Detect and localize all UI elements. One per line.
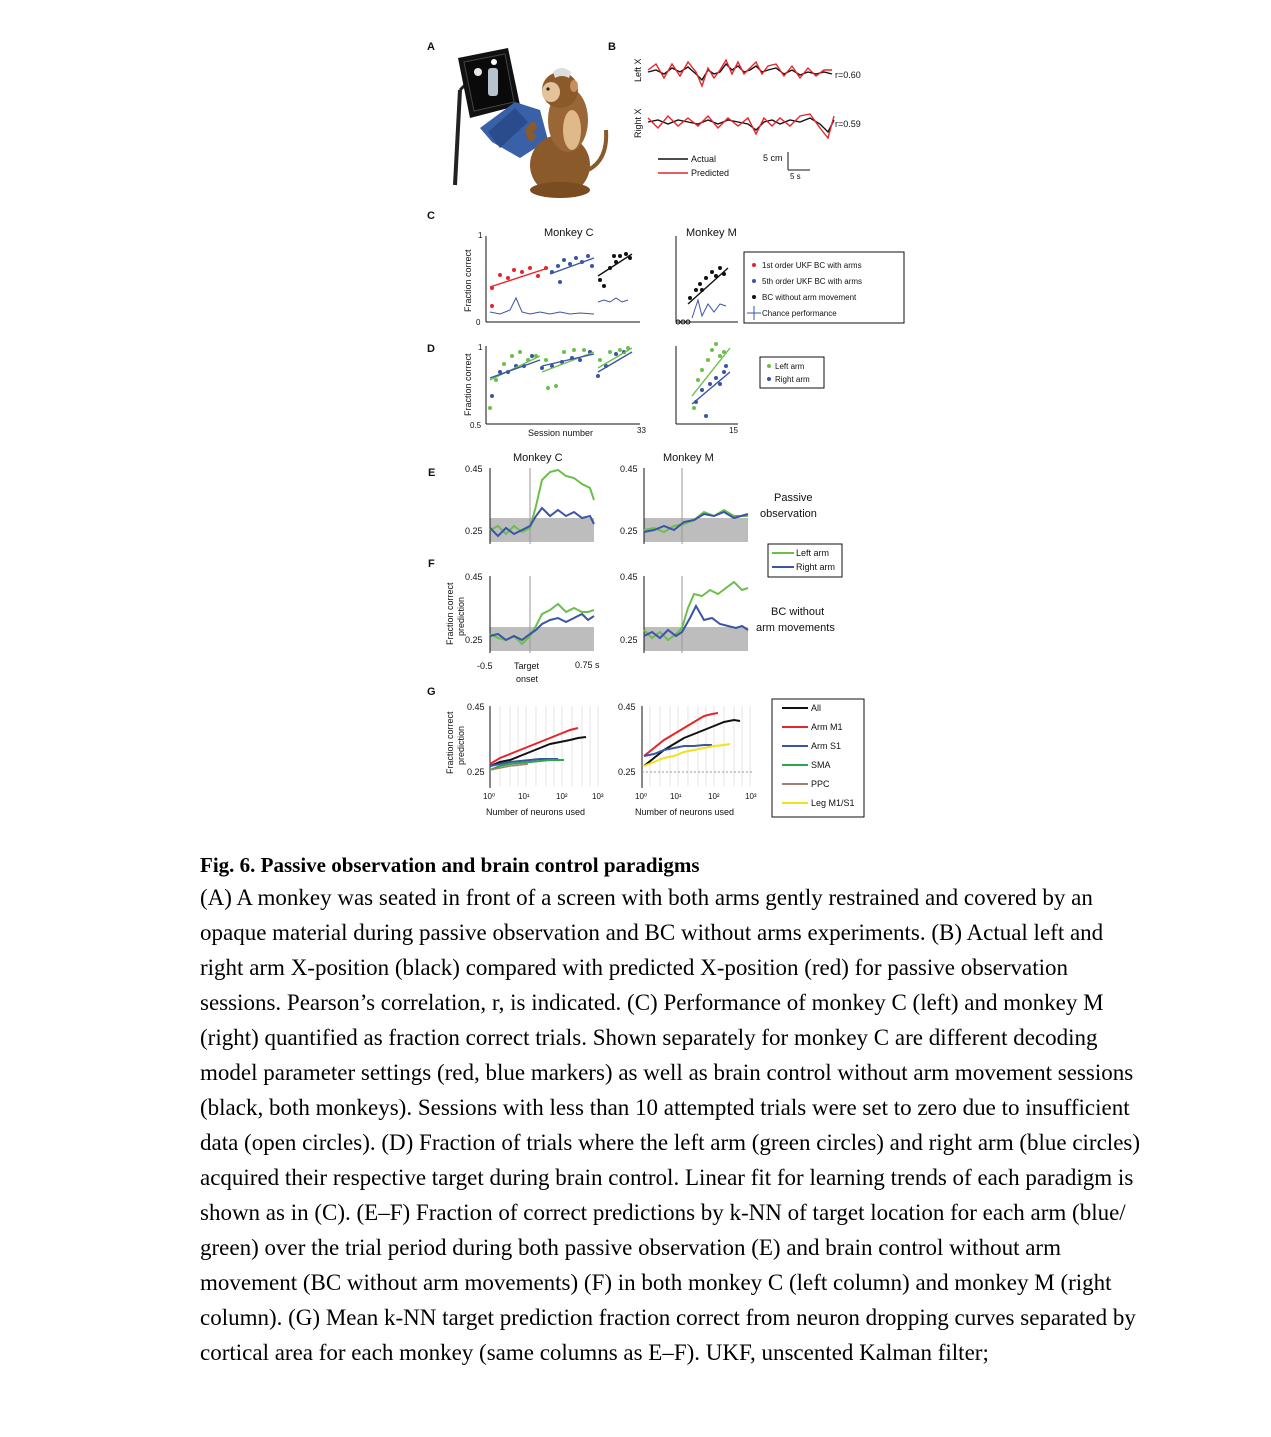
panel-b-legend-predicted: Predicted: [691, 168, 730, 178]
panel-f-x-mid-line2: onset: [516, 674, 539, 684]
caption-title: Fig. 6. Passive observation and brain control paradigms: [200, 853, 700, 877]
panel-g-left-xtick-0: 10⁰: [483, 792, 496, 801]
panel-e-title-left: Monkey C: [513, 452, 563, 464]
panel-f-condition-line2: arm movements: [756, 622, 835, 634]
panel-letter-c: C: [427, 210, 435, 222]
panel-d-points: [488, 342, 730, 418]
left-x-predicted-trace: [648, 60, 832, 86]
panel-f-ytop-left: 0.45: [465, 572, 483, 582]
panel-f-x-mid-line1: Target: [514, 661, 540, 671]
panel-e-legend-right: Right arm: [796, 562, 836, 572]
panel-g-legend-arm-s1: Arm S1: [811, 741, 842, 751]
panel-c-legend-4: Chance performance: [762, 309, 837, 318]
panel-b-scale-x: 5 s: [790, 172, 801, 181]
panel-f-ylabel-line2: prediction: [456, 596, 466, 636]
panel-d-ytick-top: 1: [478, 343, 483, 352]
panel-e-ytop-left: 0.45: [465, 464, 483, 474]
panel-g-right-xtick-0: 10⁰: [635, 792, 648, 801]
panel-c-points: [490, 252, 728, 324]
panel-letter-e: E: [428, 467, 436, 479]
panel-c-ytick-top: 1: [478, 231, 483, 240]
panel-f-ytop-right: 0.45: [620, 572, 638, 582]
panel-g-left-xlabel: Number of neurons used: [486, 807, 586, 817]
panel-b-left-label: Left X: [633, 58, 643, 82]
monkey-illustration: [455, 48, 606, 198]
panel-c-title-left: Monkey C: [544, 227, 594, 239]
panel-g-ybottom-left: 0.25: [467, 767, 485, 777]
panel-d-legend-left: Left arm: [775, 362, 805, 371]
panel-e-condition-line1: Passive: [774, 492, 813, 504]
panel-f-x-start: -0.5: [477, 661, 493, 671]
panel-e-title-right: Monkey M: [663, 452, 714, 464]
caption-body: (A) A monkey was seated in front of a screen with both arms gently restrained and covered by an opaque material during passive observation and BC without arms experiments. (B) Actual left and right arm X-position (black) compared with predicted X-position (red) for passive observation sessions. Pearson’s correlation, r, is indicated. (C) Performance of monkey C (left) and monkey M (right) quantified as fraction correct trials. Shown separately for monkey C are different decoding model parameter settings (red, blue markers) as well as brain control without arm movement sessions (black, both monkeys). Sessions with less than 10 attempted trials were set to zero due to insufficient data (open circles). (D) Fraction of trials where the left arm (green circles) and right arm (blue circles) acquired their respective target during brain control. Linear fit for learning trends of each paradigm is shown as in (C). (E–F) Fraction of correct predictions by k-NN of target location for each arm (blue/ green) over the trial period during both passive observation (E) and brain control without arm movement (BC without arm movements) (F) in both monkey C (left column) and monkey M (right column). (G) Mean k-NN target prediction fraction correct from neuron dropping curves separated by cortical area for each monkey (same columns as E–F). UKF, unscented Kalman filter;: [200, 885, 1141, 1365]
panel-g-right-xtick-3: 10³: [745, 792, 757, 801]
panel-b-left-r: r=0.60: [835, 70, 861, 80]
panel-g-legend-arm-m1: Arm M1: [811, 722, 843, 732]
panel-f-condition-line1: BC without: [771, 606, 825, 618]
panel-g-ytop-left: 0.45: [467, 702, 485, 712]
panel-g-legend-all: All: [811, 703, 822, 713]
panel-f-ybottom-right: 0.25: [620, 635, 638, 645]
right-x-predicted-trace: [648, 114, 834, 138]
panel-letter-g: G: [427, 686, 436, 698]
panel-c-title-right: Monkey M: [686, 227, 737, 239]
panel-d-legend-right: Right arm: [775, 375, 810, 384]
panel-e-ytop-right: 0.45: [620, 464, 638, 474]
panel-letter-a: A: [427, 41, 435, 53]
panel-d-xlabel: Session number: [528, 428, 594, 438]
panel-d-ylabel: Fraction correct: [463, 353, 473, 416]
panel-d-x-end-left: 33: [637, 426, 646, 435]
panel-f-ylabel-line1: Fraction correct: [445, 582, 455, 645]
panel-g-left-xtick-1: 10¹: [518, 792, 530, 801]
panel-letter-b: B: [608, 41, 616, 53]
panel-g-ybottom-right: 0.25: [618, 767, 636, 777]
panel-e-ybottom-left: 0.25: [465, 526, 483, 536]
panel-g-right-xtick-1: 10¹: [670, 792, 682, 801]
panel-g-right-arm-m1: [644, 713, 718, 756]
panel-d-x-end-right: 15: [729, 426, 738, 435]
panel-g-right-xlabel: Number of neurons used: [635, 807, 735, 817]
panel-g-right-all: [644, 720, 740, 766]
panel-b-right-r: r=0.59: [835, 119, 861, 129]
panel-letter-f: F: [428, 558, 435, 570]
panel-g-legend-leg: Leg M1/S1: [811, 798, 855, 808]
panel-g-ylabel-line2: prediction: [456, 725, 466, 765]
panel-g-legend-sma: SMA: [811, 760, 831, 770]
panel-f-ybottom-left: 0.25: [465, 635, 483, 645]
panel-g-ytop-right: 0.45: [618, 702, 636, 712]
panel-e-condition-line2: observation: [760, 508, 817, 520]
panel-e-legend-left: Left arm: [796, 548, 830, 558]
panel-c-legend-1: 1st order UKF BC with arms: [762, 261, 862, 270]
panel-g-left-xtick-2: 10²: [556, 792, 568, 801]
panel-g-ylabel-line1: Fraction correct: [445, 711, 455, 774]
panel-b-scale-y: 5 cm: [763, 153, 783, 163]
figure-caption: [200, 850, 1140, 1370]
panel-c-ytick-bottom: 0: [476, 318, 481, 327]
panel-c-legend-3: BC without arm movement: [762, 293, 857, 302]
panel-c-ylabel: Fraction correct: [463, 249, 473, 312]
panel-e-ybottom-right: 0.25: [620, 526, 638, 536]
panel-g-right-xtick-2: 10²: [708, 792, 720, 801]
panel-b-right-label: Right X: [633, 108, 643, 138]
right-x-actual-trace: [648, 118, 834, 132]
panel-b-legend-actual: Actual: [691, 154, 717, 164]
panel-c-legend-2: 5th order UKF BC with arms: [762, 277, 863, 286]
panel-g-legend-ppc: PPC: [811, 779, 830, 789]
panel-g-left-xtick-3: 10³: [592, 792, 604, 801]
panel-f-x-end: 0.75 s: [575, 660, 600, 670]
panel-letter-d: D: [427, 343, 435, 355]
panel-d-ytick-bottom: 0.5: [470, 421, 482, 430]
